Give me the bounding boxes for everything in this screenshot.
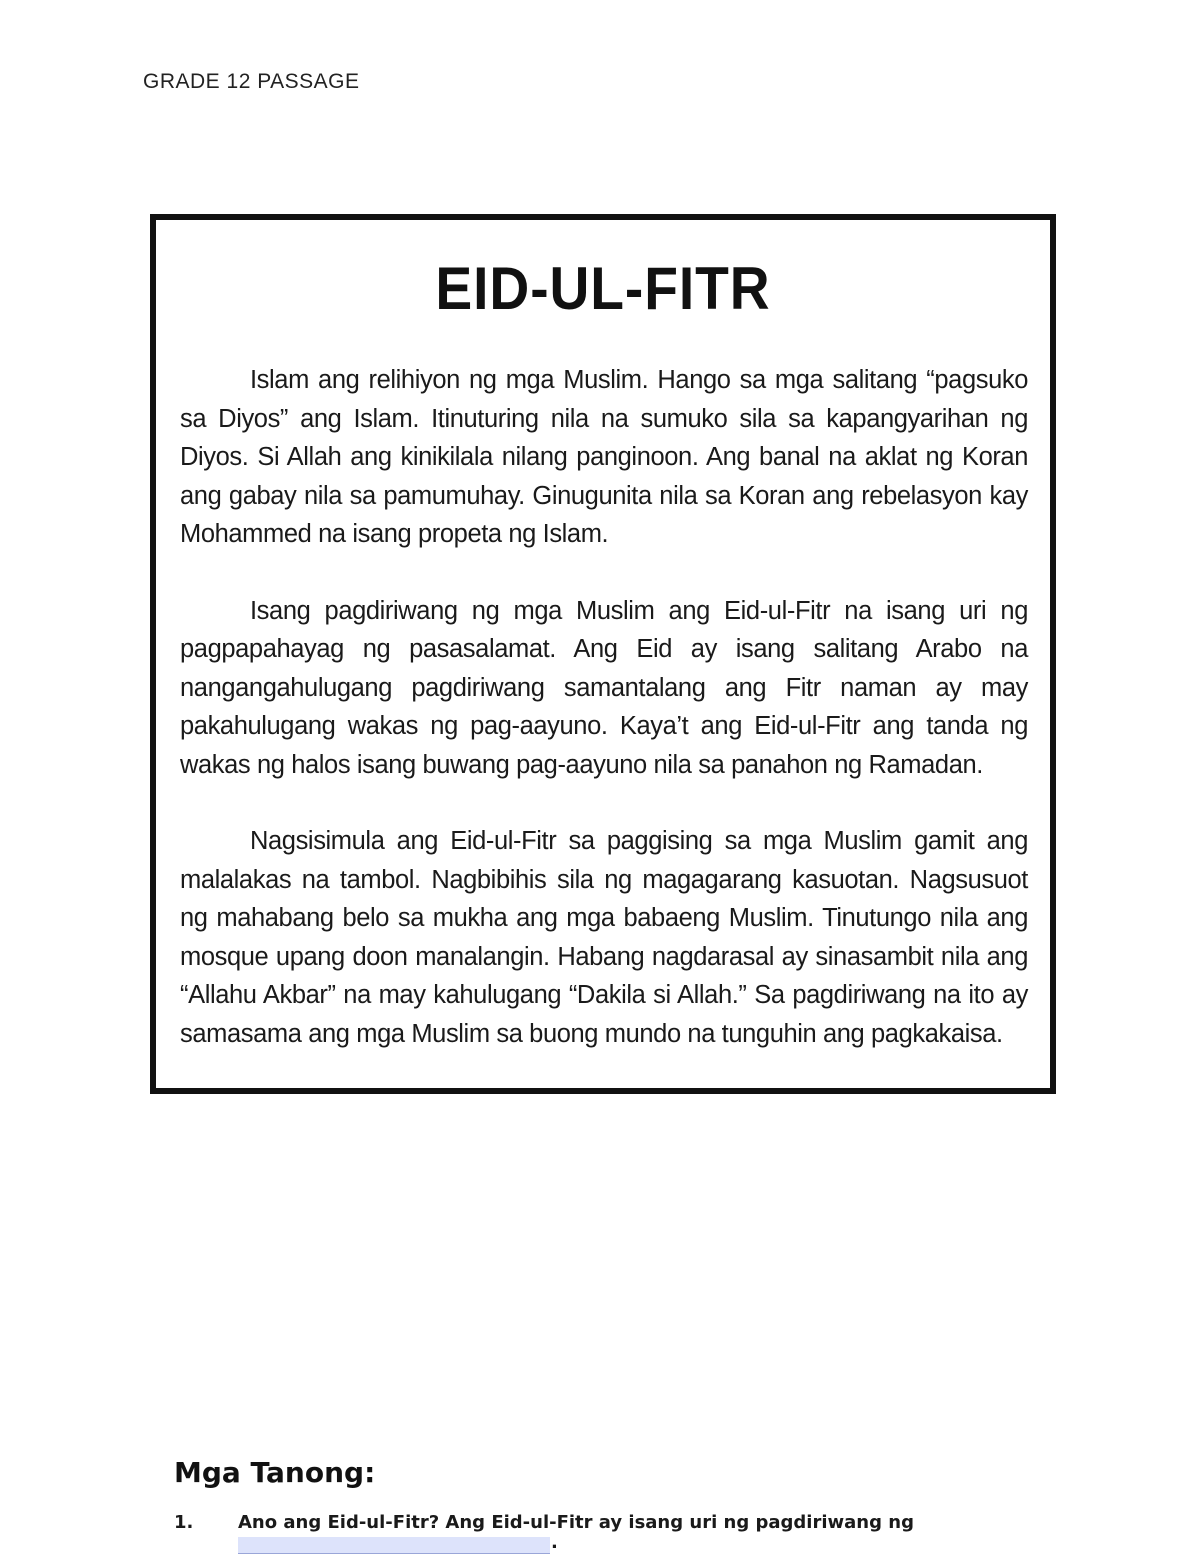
passage-paragraph: Isang pagdiriwang ng mga Muslim ang Eid-ul-Fitr na isang uri ng pagpapahayag ng pasasalamat. Ang Eid ay isang salitang Arabo na nangangahulugang pagdiriwang samantalang ang Fitr naman ay may pakahulugang wakas ng pag-aayuno. Kaya’t ang Eid-ul-Fitr ang tanda ng wakas ng halos isang buwang pag-aayuno nila sa panahon ng Ramadan. [180, 596, 1028, 779]
page-header: GRADE 12 PASSAGE [143, 70, 360, 93]
passage-body [180, 361, 1028, 1053]
question-text: Ano ang Eid-ul-Fitr? Ang Eid-ul-Fitr ay isang uri ng pagdiriwang ng [238, 1512, 914, 1533]
question-number: 1. [174, 1512, 194, 1533]
questions-heading: Mga Tanong: [174, 1456, 376, 1489]
passage-title: EID-UL-FITR [435, 255, 771, 322]
answer-field[interactable] [238, 1537, 550, 1554]
passage-paragraph: Nagsisimula ang Eid-ul-Fitr sa paggising sa mga Muslim gamit ang malalakas na tambol. Nagbibihis sila ng magagarang kasuotan. Nagsusuot ng mahabang belo sa mukha ang mga babaeng Muslim. Tinutungo nila ang mosque upang doon manalangin. Habang nagdarasal ay sinasambit nila ang “Allahu Akbar” na may kahulugang “Dakila si Allah.” Sa pagdiriwang na ito ay samasama ang mga Muslim sa buong mundo na tunguhin ang pagkakaisa. [180, 827, 1028, 1048]
answer-period: . [551, 1532, 558, 1553]
passage-box [150, 214, 1056, 1094]
passage-paragraph: Islam ang relihiyon ng mga Muslim. Hango sa mga salitang “pagsuko sa Diyos” ang Islam. Itinuturing nila na sumuko sila sa kapangyarihan ng Diyos. Si Allah ang kinikilala nilang panginoon. Ang banal na aklat ng Koran ang gabay nila sa pamumuhay. Ginugunita nila sa Koran ang rebelasyon kay Mohammed na isang propeta ng Islam. [180, 366, 1028, 548]
